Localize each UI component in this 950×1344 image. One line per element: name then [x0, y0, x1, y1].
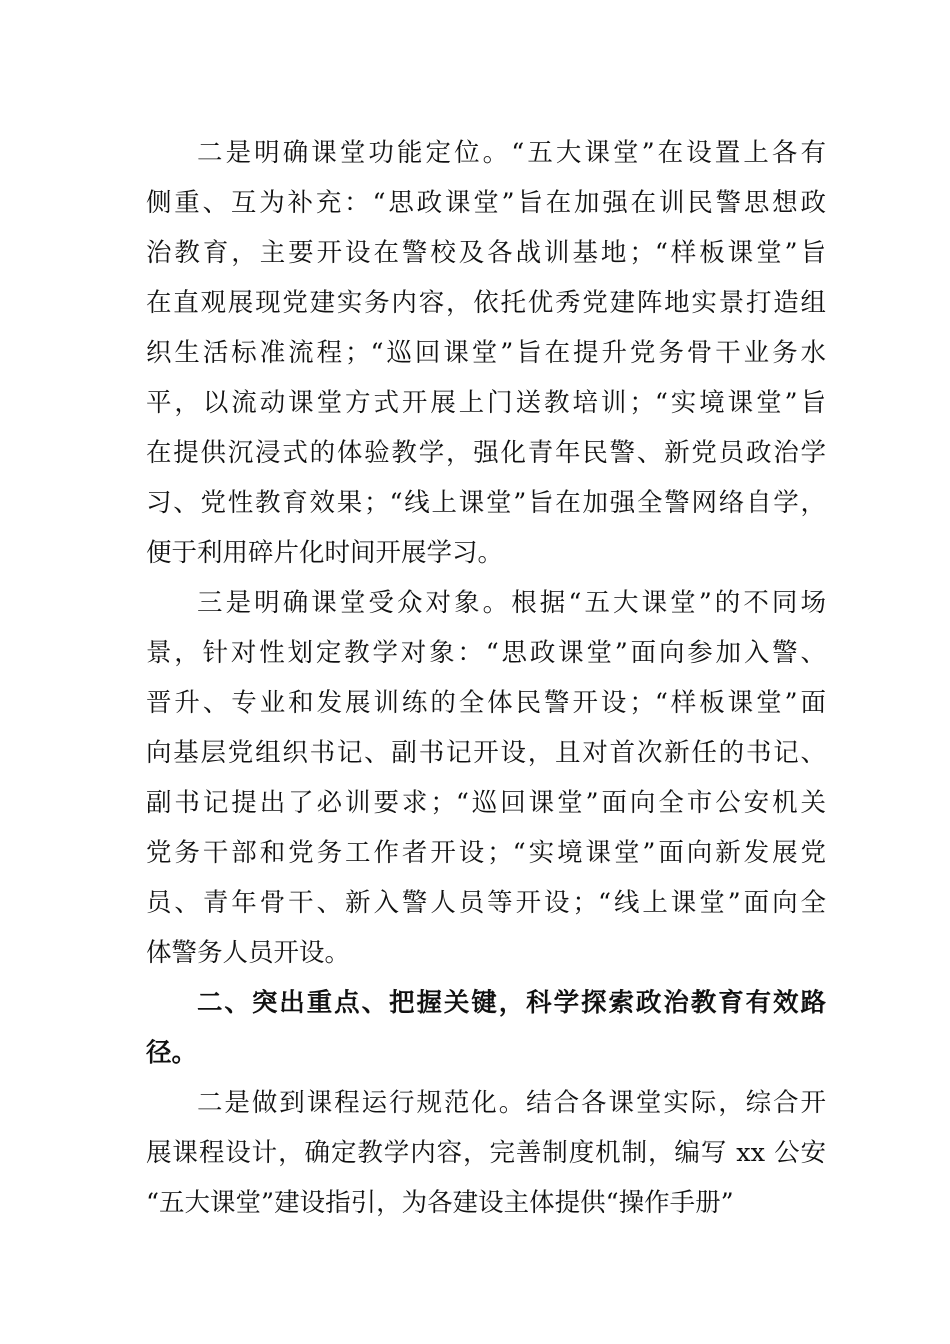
- paragraph-1-line-1: 二是明确课堂功能定位。“五大课堂”在设置上各有: [197, 138, 826, 168]
- paragraph-4-line-3: “五大课堂”建设指引，为各建设主体提供“操作手册”: [146, 1188, 734, 1218]
- paragraph-2-line-8: 体警务人员开设。: [146, 938, 351, 968]
- paragraph-1-line-8: 习、党性教育效果；“线上课堂”旨在加强全警网络自学，: [146, 488, 826, 518]
- paragraph-1-line-2: 侧重、互为补充：“思政课堂”旨在加强在训民警思想政: [146, 188, 826, 218]
- paragraph-1-line-7: 在提供沉浸式的体验教学，强化青年民警、新党员政治学: [146, 438, 826, 468]
- section-heading-line-1: 二、突出重点、把握关键，科学探索政治教育有效路: [197, 988, 826, 1018]
- paragraph-2-line-6: 党务干部和党务工作者开设；“实境课堂”面向新发展党: [146, 838, 826, 868]
- paragraph-4-line-2: 展课程设计，确定教学内容，完善制度机制，编写 xx 公安: [146, 1138, 826, 1168]
- paragraph-2-line-7: 员、青年骨干、新入警人员等开设；“线上课堂”面向全: [146, 888, 826, 918]
- paragraph-1-line-3: 治教育，主要开设在警校及各战训基地；“样板课堂”旨: [146, 238, 826, 268]
- section-heading-line-2: 径。: [146, 1038, 198, 1068]
- paragraph-2-line-3: 晋升、专业和发展训练的全体民警开设；“样板课堂”面: [146, 688, 826, 718]
- paragraph-1-line-9: 便于利用碎片化时间开展学习。: [146, 538, 504, 568]
- paragraph-4-line-1: 二是做到课程运行规范化。结合各课堂实际，综合开: [197, 1088, 826, 1118]
- paragraph-1-line-5: 织生活标准流程；“巡回课堂”旨在提升党务骨干业务水: [146, 338, 826, 368]
- paragraph-1-line-4: 在直观展现党建实务内容，依托优秀党建阵地实景打造组: [146, 288, 826, 318]
- paragraph-2-line-2: 景，针对性划定教学对象：“思政课堂”面向参加入警、: [146, 638, 826, 668]
- paragraph-2-line-5: 副书记提出了必训要求；“巡回课堂”面向全市公安机关: [146, 788, 826, 818]
- paragraph-2-line-4: 向基层党组织书记、副书记开设，且对首次新任的书记、: [146, 738, 826, 768]
- paragraph-2-line-1: 三是明确课堂受众对象。根据“五大课堂”的不同场: [197, 588, 826, 618]
- paragraph-1-line-6: 平，以流动课堂方式开展上门送教培训；“实境课堂”旨: [146, 388, 826, 418]
